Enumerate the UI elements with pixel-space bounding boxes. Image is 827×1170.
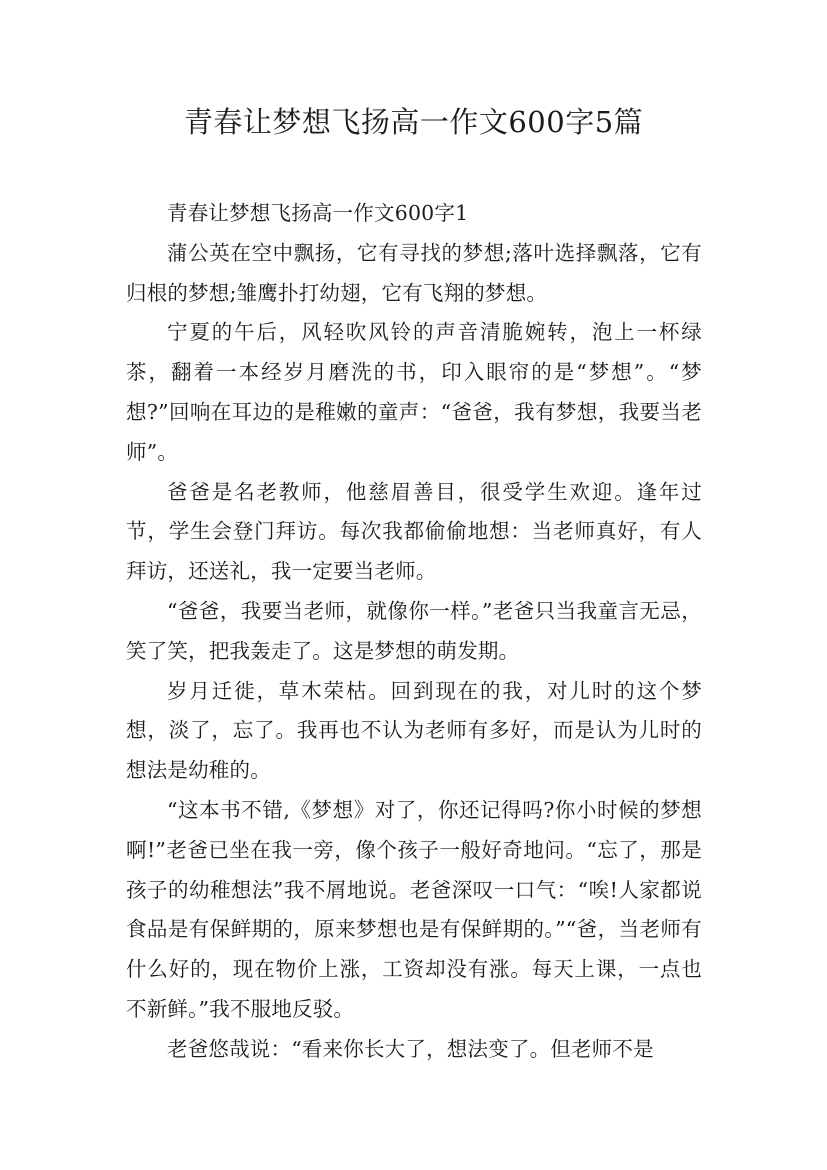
paragraph: “爸爸，我要当老师，就像你一样。”老爸只当我童言无忌，笑了笑，把我轰走了。这是梦想的萌发期。 [126, 598, 702, 663]
paragraph: “这本书不错,《梦想》对了，你还记得吗?你小时候的梦想啊!”老爸已坐在我一旁，像个孩子一般好奇地问。“忘了，那是孩子的幼稚想法”我不屑地说。老爸深叹一口气：“唉!人家都说食品是有保鲜期的，原来梦想也是有保鲜期的。”“爸，当老师有什么好的，现在物价上涨，工资却没有涨。每天上课，一点也不新鲜。”我不服地反驳。 [126, 797, 702, 1021]
paragraph: 老爸悠哉说：“看来你长大了，想法变了。但老师不是 [167, 1036, 654, 1061]
paragraph: 蒲公英在空中飘扬，它有寻找的梦想;落叶选择飘落，它有归根的梦想;雏鹰扑打幼翅，它有飞翔的梦想。 [126, 240, 702, 305]
paragraph: 岁月迁徙，草木荣枯。回到现在的我，对儿时的这个梦想，淡了，忘了。我再也不认为老师有多好，而是认为儿时的想法是幼稚的。 [126, 678, 702, 783]
document-body [126, 194, 702, 1070]
paragraph: 爸爸是名老教师，他慈眉善目，很受学生欢迎。逢年过节，学生会登门拜访。每次我都偷偷地想：当老师真好，有人拜访，还送礼，我一定要当老师。 [126, 479, 702, 584]
document-title: 青春让梦想飞扬高一作文600字5篇 [183, 105, 644, 139]
section-heading: 青春让梦想飞扬高一作文600字1 [167, 201, 469, 225]
paragraph: 宁夏的午后，风轻吹风铃的声音清脆婉转，泡上一杯绿茶，翻着一本经岁月磨洗的书，印入眼帘的是“梦想”。“梦想?”回响在耳边的是稚嫩的童声：“爸爸，我有梦想，我要当老师”。 [126, 320, 702, 464]
